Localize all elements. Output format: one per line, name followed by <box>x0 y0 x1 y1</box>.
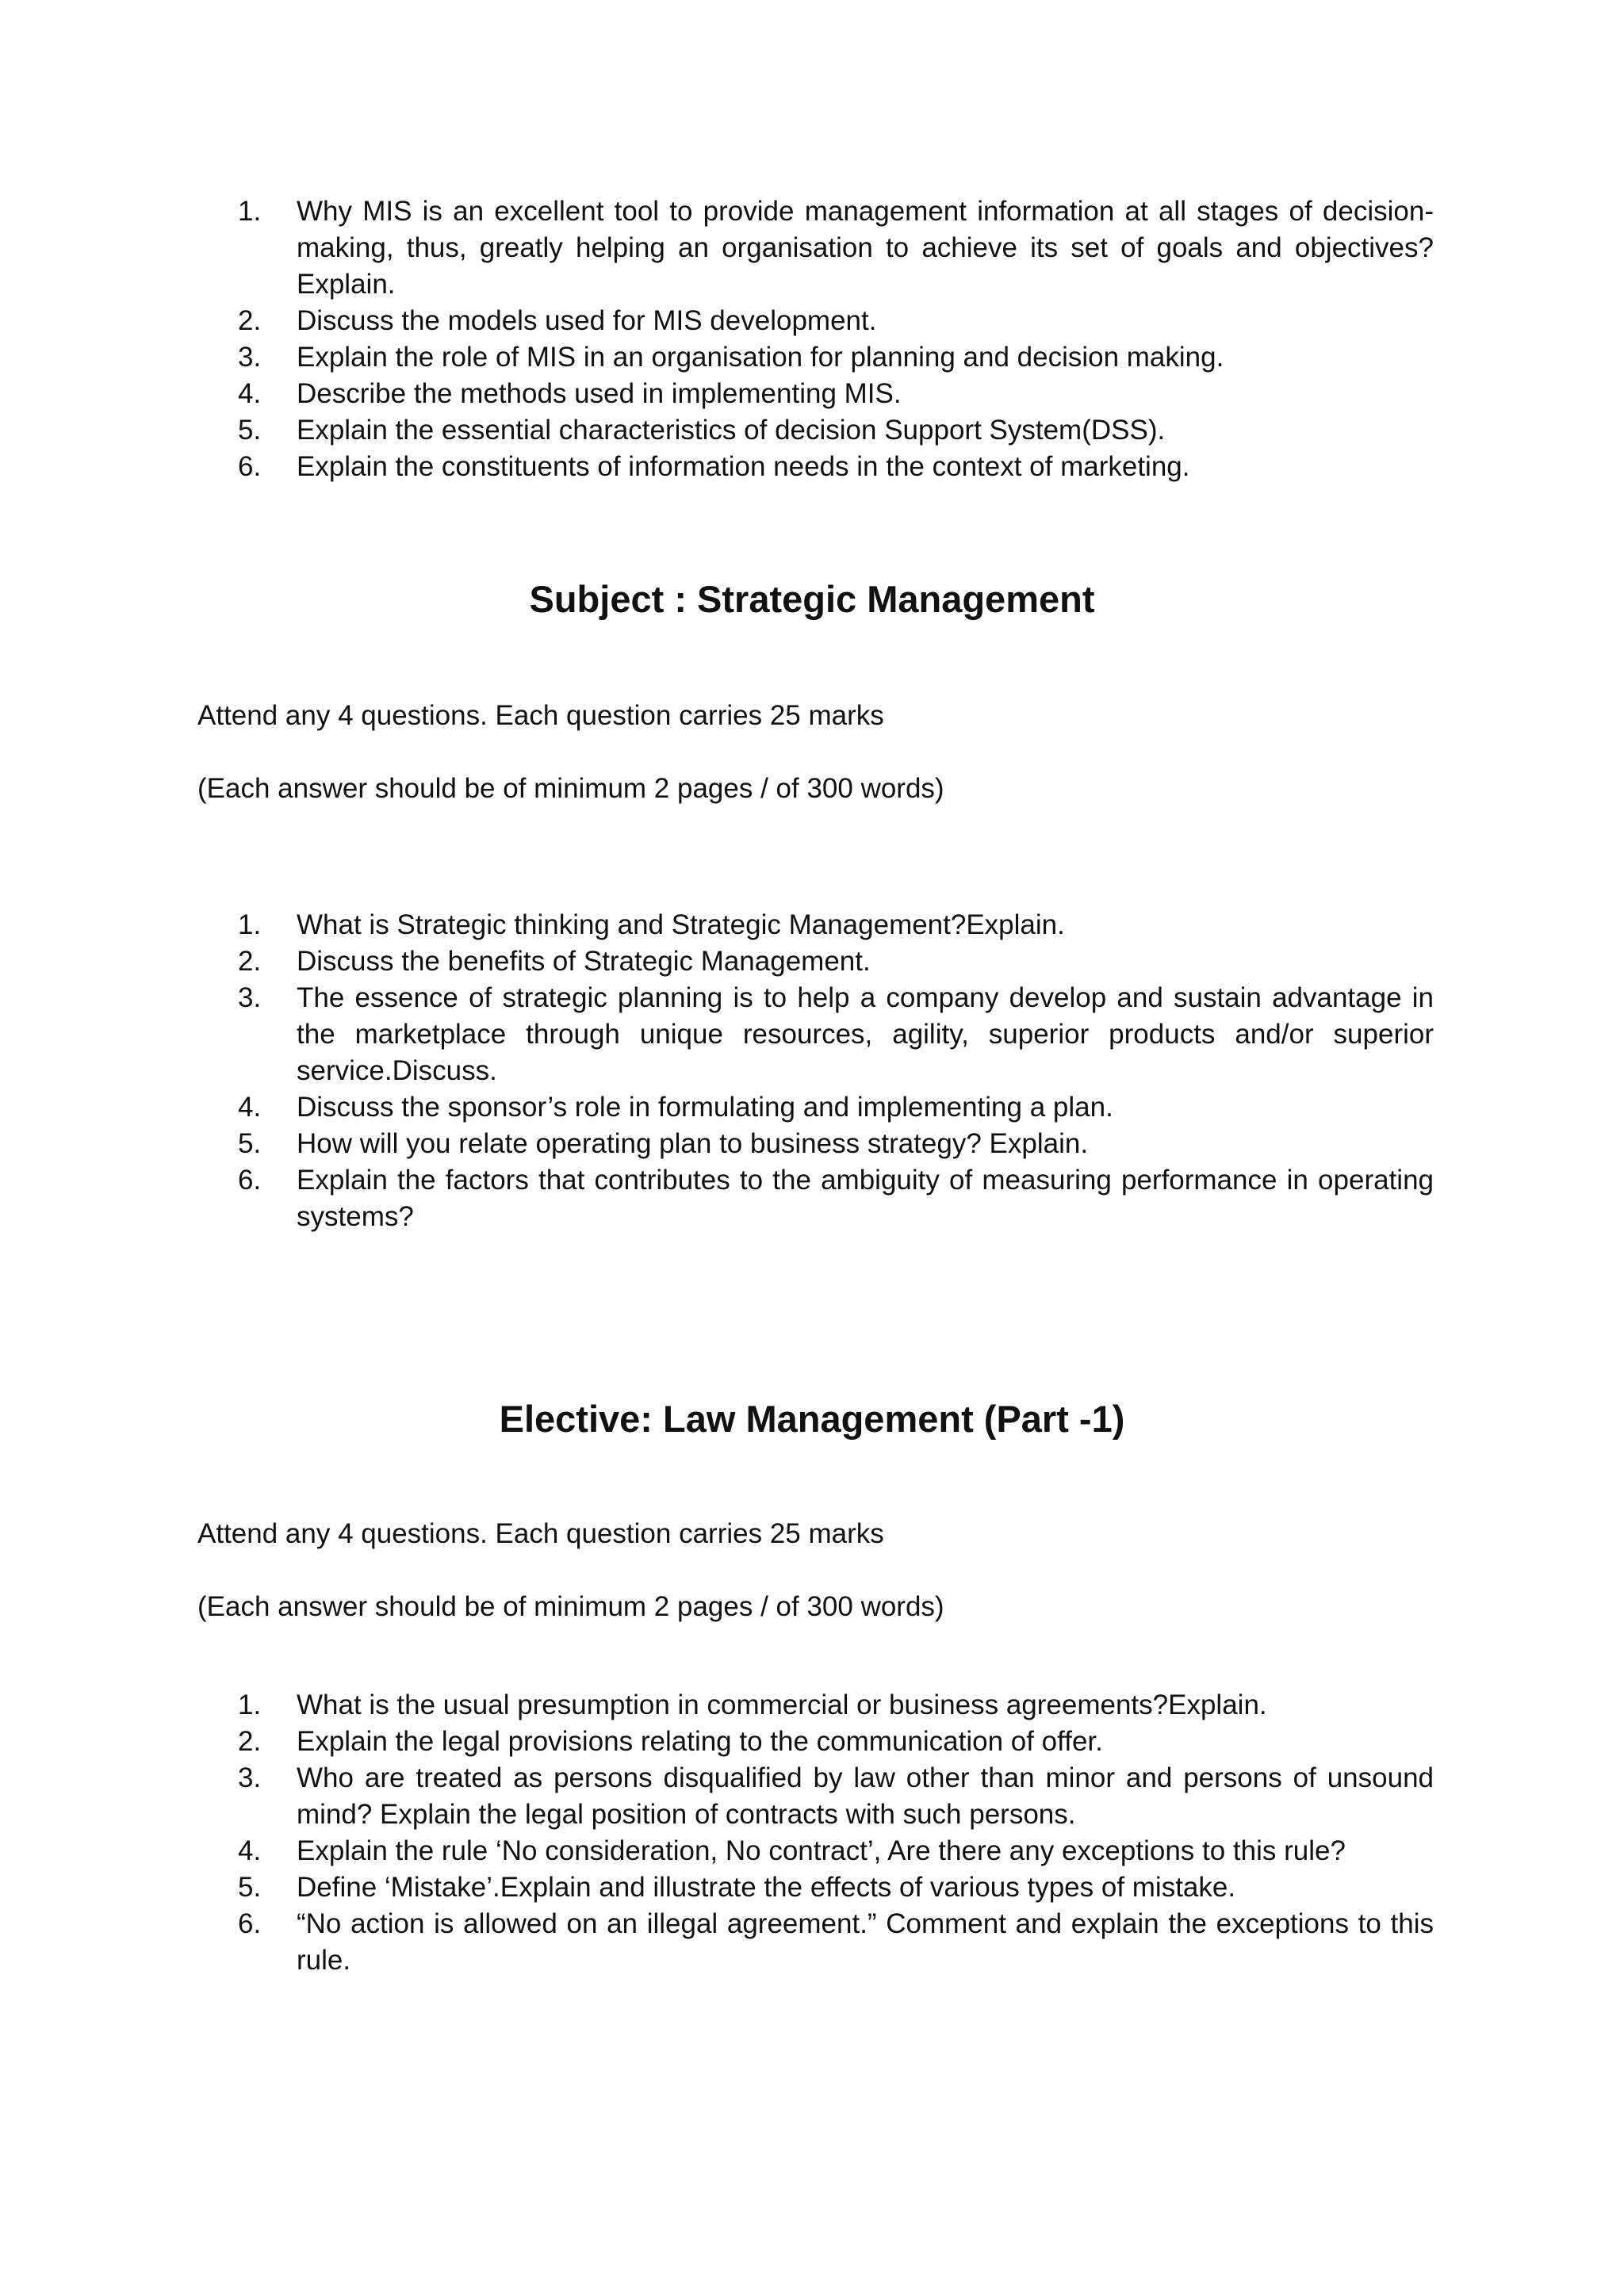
list-item <box>238 193 1434 303</box>
strategic-note: (Each answer should be of minimum 2 pages / of 300 words) <box>197 773 944 804</box>
question-text: What is Strategic thinking and Strategic Management?Explain. <box>297 909 1065 940</box>
list-item <box>238 943 1434 980</box>
law-question-list <box>238 1687 1434 1979</box>
question-number: 4. <box>238 378 262 409</box>
question-text: Explain the role of MIS in an organisation for planning and decision making. <box>297 342 1224 373</box>
question-number: 3. <box>238 982 262 1013</box>
list-item <box>238 1162 1434 1235</box>
mis-question-list <box>238 193 1434 485</box>
question-text: Why MIS is an excellent tool to provide management information at all stages of decision-making, thus, greatly helping an organisation to achieve its set of goals and objectives? Explain. <box>297 196 1434 300</box>
question-number: 6. <box>238 451 262 482</box>
question-number: 5. <box>238 1128 262 1159</box>
question-number: 3. <box>238 342 262 373</box>
question-text: Explain the rule ‘No consideration, No contract’, Are there any exceptions to this rule? <box>297 1835 1346 1866</box>
question-text: Explain the essential characteristics of decision Support System(DSS). <box>297 415 1166 446</box>
list-item <box>238 1760 1434 1833</box>
question-text: Explain the factors that contributes to the ambiguity of measuring performance in operating systems? <box>297 1165 1434 1232</box>
question-text: How will you relate operating plan to business strategy? Explain. <box>297 1128 1089 1159</box>
law-instruction: Attend any 4 questions. Each question carries 25 marks <box>197 1518 884 1549</box>
question-number: 1. <box>238 196 262 227</box>
question-number: 2. <box>238 1726 262 1757</box>
list-item <box>238 1724 1434 1760</box>
list-item <box>238 1687 1434 1724</box>
question-number: 1. <box>238 1689 262 1720</box>
question-number: 4. <box>238 1092 262 1123</box>
question-number: 6. <box>238 1165 262 1196</box>
question-text: “No action is allowed on an illegal agreement.” Comment and explain the exceptions to this rule. <box>297 1908 1434 1976</box>
question-number: 5. <box>238 415 262 446</box>
question-number: 2. <box>238 305 262 336</box>
list-item <box>238 412 1434 449</box>
question-text: Explain the legal provisions relating to the communication of offer. <box>297 1726 1103 1757</box>
question-number: 5. <box>238 1872 262 1903</box>
question-text: Discuss the models used for MIS development. <box>297 305 877 336</box>
list-item <box>238 1906 1434 1979</box>
question-number: 2. <box>238 946 262 977</box>
list-item <box>238 449 1434 485</box>
list-item <box>238 980 1434 1089</box>
question-number: 4. <box>238 1835 262 1866</box>
question-text: Discuss the sponsor’s role in formulating and implementing a plan. <box>297 1092 1113 1123</box>
question-number: 6. <box>238 1908 262 1939</box>
question-text: Discuss the benefits of Strategic Management. <box>297 946 871 977</box>
list-item <box>238 1089 1434 1126</box>
question-text: Describe the methods used in implementing MIS. <box>297 378 902 409</box>
list-item <box>238 1833 1434 1869</box>
strategic-question-list <box>238 907 1434 1235</box>
question-text: What is the usual presumption in commercial or business agreements?Explain. <box>297 1689 1267 1720</box>
question-text: Define ‘Mistake’.Explain and illustrate the effects of various types of mistake. <box>297 1872 1236 1903</box>
list-item <box>238 1126 1434 1162</box>
list-item <box>238 907 1434 943</box>
list-item <box>238 339 1434 376</box>
strategic-section-title: Subject : Strategic Management <box>529 578 1095 620</box>
law-note: (Each answer should be of minimum 2 pages / of 300 words) <box>197 1591 944 1622</box>
list-item <box>238 376 1434 412</box>
list-item <box>238 1869 1434 1906</box>
question-number: 1. <box>238 909 262 940</box>
strategic-instruction: Attend any 4 questions. Each question carries 25 marks <box>197 700 884 731</box>
list-item <box>238 303 1434 339</box>
question-text: Who are treated as persons disqualified by law other than minor and persons of unsound mind? Explain the legal position of contracts with such persons. <box>297 1762 1434 1830</box>
question-text: The essence of strategic planning is to help a company develop and sustain advantage in the marketplace through unique resources, agility, superior products and/or superior service.Discuss. <box>297 982 1434 1086</box>
question-text: Explain the constituents of information needs in the context of marketing. <box>297 451 1190 482</box>
question-number: 3. <box>238 1762 262 1793</box>
law-section-title: Elective: Law Management (Part -1) <box>499 1398 1125 1440</box>
